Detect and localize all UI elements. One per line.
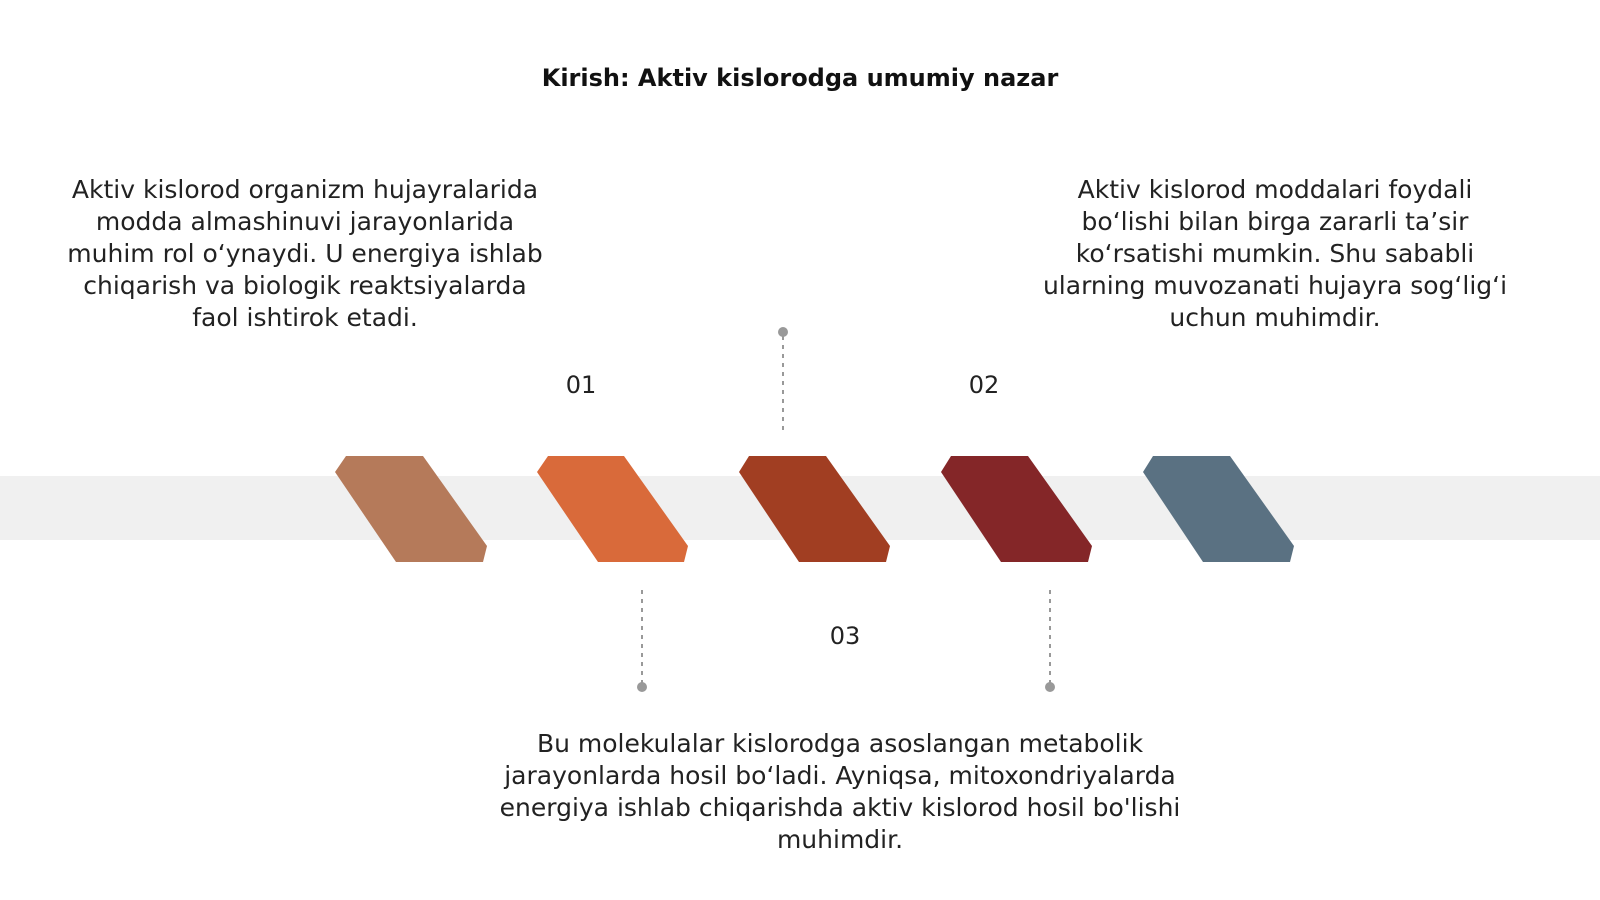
connector-dot-bottom-right [1045, 682, 1055, 692]
chevron-4 [941, 456, 1092, 562]
step-2-number: 02 [968, 371, 1000, 399]
chevron-shapes [335, 456, 1294, 562]
step-1-description: Aktiv kislorod organizm hujayralarida modda almashinuvi jarayonlarida muhim rol o‘ynaydi. U energiya ishlab chiqarish va biologik reaktsiyalarda faol ishtirok etadi. [67, 175, 543, 332]
chevron-5 [1143, 456, 1294, 562]
step-3-number: 03 [829, 622, 861, 650]
step-1-number: 01 [565, 371, 597, 399]
step-2-description: Aktiv kislorod moddalari foydali bo‘lishi bilan birga zararli ta’sir ko‘rsatishi mumkin. Shu sababli ularning muvozanati hujayra sog‘lig‘i uchun muhimdir. [1042, 175, 1508, 332]
connector-dot-bottom-left [637, 682, 647, 692]
chevron-3 [739, 456, 890, 562]
step-3-description: Bu molekulalar kislorodga asoslangan metabolik jarayonlarda hosil bo‘ladi. Ayniqsa, mitoxondriyalarda energiya ishlab chiqarishda aktiv kislorod hosil bo'lishi muhimdir. [499, 729, 1181, 854]
chevron-1 [335, 456, 487, 562]
slide-title: Kirish: Aktiv kislorodga umumiy nazar [541, 64, 1059, 92]
chevron-2 [537, 456, 688, 562]
connector-dot-top [778, 327, 788, 337]
